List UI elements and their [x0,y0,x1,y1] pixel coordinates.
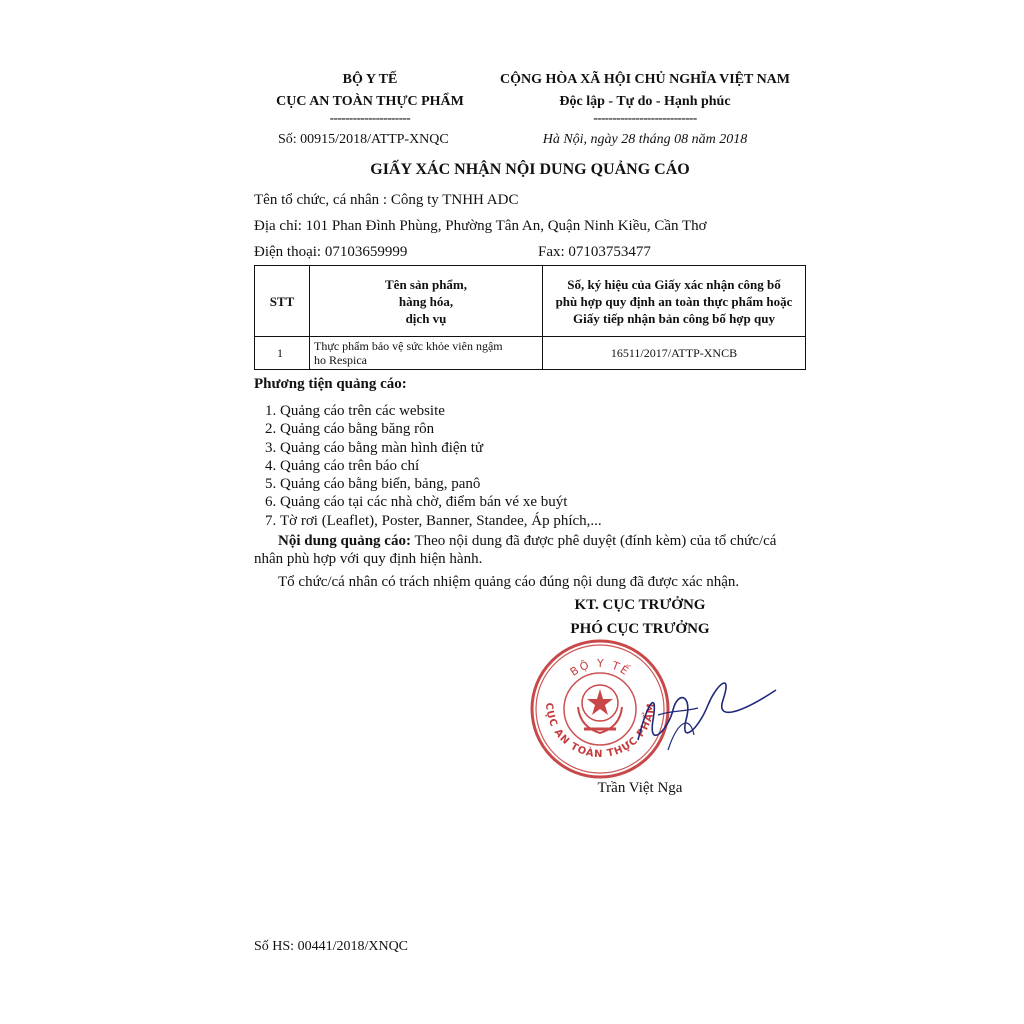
org-name: Tên tổ chức, cá nhân : Công ty TNHH ADC [254,192,519,208]
header-stt: STT [255,266,310,337]
header-product-line: hàng hóa, [398,293,454,309]
media-list [262,402,602,530]
content-line-1 [278,533,776,550]
row-certificate: 16511/2017/ATTP-XNCB [543,337,806,370]
ministry-name: BỘ Y TẾ [342,72,398,87]
page-title: GIẤY XÁC NHẬN NỘI DUNG QUẢNG CÁO [370,161,690,178]
list-item: 2. Quảng cáo bằng băng rôn [280,420,602,438]
list-item: 1. Quảng cáo trên các website [280,402,602,420]
handwritten-signature [598,660,778,760]
header-product [310,266,543,337]
content-text: Theo nội dung đã được phê duyệt (đính kèm) của tổ chức/cá [410,533,777,549]
org-address: Địa chỉ: 101 Phan Đình Phùng, Phường Tân An, Quận Ninh Kiều, Cần Thơ [254,218,707,234]
list-item: 5. Quảng cáo bằng biển, bảng, panô [280,475,602,493]
list-item: 6. Quảng cáo tại các nhà chờ, điểm bán vé xe buýt [280,493,602,511]
file-number: Số HS: 00441/2018/XNQC [254,939,409,954]
signer-title-1: KT. CỤC TRƯỞNG [574,597,706,613]
table-row [255,337,806,370]
header-product-line: dịch vụ [405,310,447,326]
document-number: Số: 00915/2018/ATTP-XNQC [278,132,449,147]
row-product-line: ho Respica [314,353,367,367]
media-heading: Phương tiện quảng cáo: [254,376,407,392]
header-product-line: Tên sản phẩm, [385,276,467,292]
list-item: 4. Quảng cáo trên báo chí [280,457,602,475]
responsibility-note: Tổ chức/cá nhân có trách nhiệm quảng cáo đúng nội dung đã được xác nhận. [278,574,740,590]
product-table [254,265,806,370]
list-item: 3. Quảng cáo bằng màn hình điện tử [280,439,602,457]
header-certificate [543,266,806,337]
right-divider: --------------------------- [593,110,697,125]
place-date: Hà Nội, ngày 28 tháng 08 năm 2018 [542,132,748,147]
header-cert-line: phù hợp quy định an toàn thực phẩm hoặc [555,293,793,309]
nation-name: CỘNG HÒA XÃ HỘI CHỦ NGHĨA VIỆT NAM [499,72,790,87]
left-divider: --------------------- [329,110,411,125]
content-label: Nội dung quảng cáo: [278,533,411,549]
content-line-2: nhân phù hợp với quy định hiện hành. [254,551,483,567]
seal-top-text: BỘ Y TẾ [567,656,633,679]
header-cert-line: Giấy tiếp nhận bản công bố hợp quy [573,310,775,326]
nation-motto: Độc lập - Tự do - Hạnh phúc [559,94,731,109]
header-cert-line: Số, ký hiệu của Giấy xác nhận công bố [567,276,781,292]
org-phone: Điện thoại: 07103659999 [254,244,408,260]
seal-bottom-text: CỤC AN TOÀN THỰC PHẨM [542,702,658,761]
row-product [310,337,543,370]
row-stt: 1 [255,337,310,370]
signer-name: Trần Việt Nga [597,780,683,796]
list-item: 7. Tờ rơi (Leaflet), Poster, Banner, Standee, Áp phích,... [280,512,602,530]
row-product-line: Thực phẩm bảo vệ sức khỏe viên ngậm [314,339,503,353]
org-fax: Fax: 07103753477 [538,244,651,260]
table-header-row [255,266,806,337]
agency-name: CỤC AN TOÀN THỰC PHẨM [276,94,464,109]
signer-title-2: PHÓ CỤC TRƯỞNG [570,621,710,637]
